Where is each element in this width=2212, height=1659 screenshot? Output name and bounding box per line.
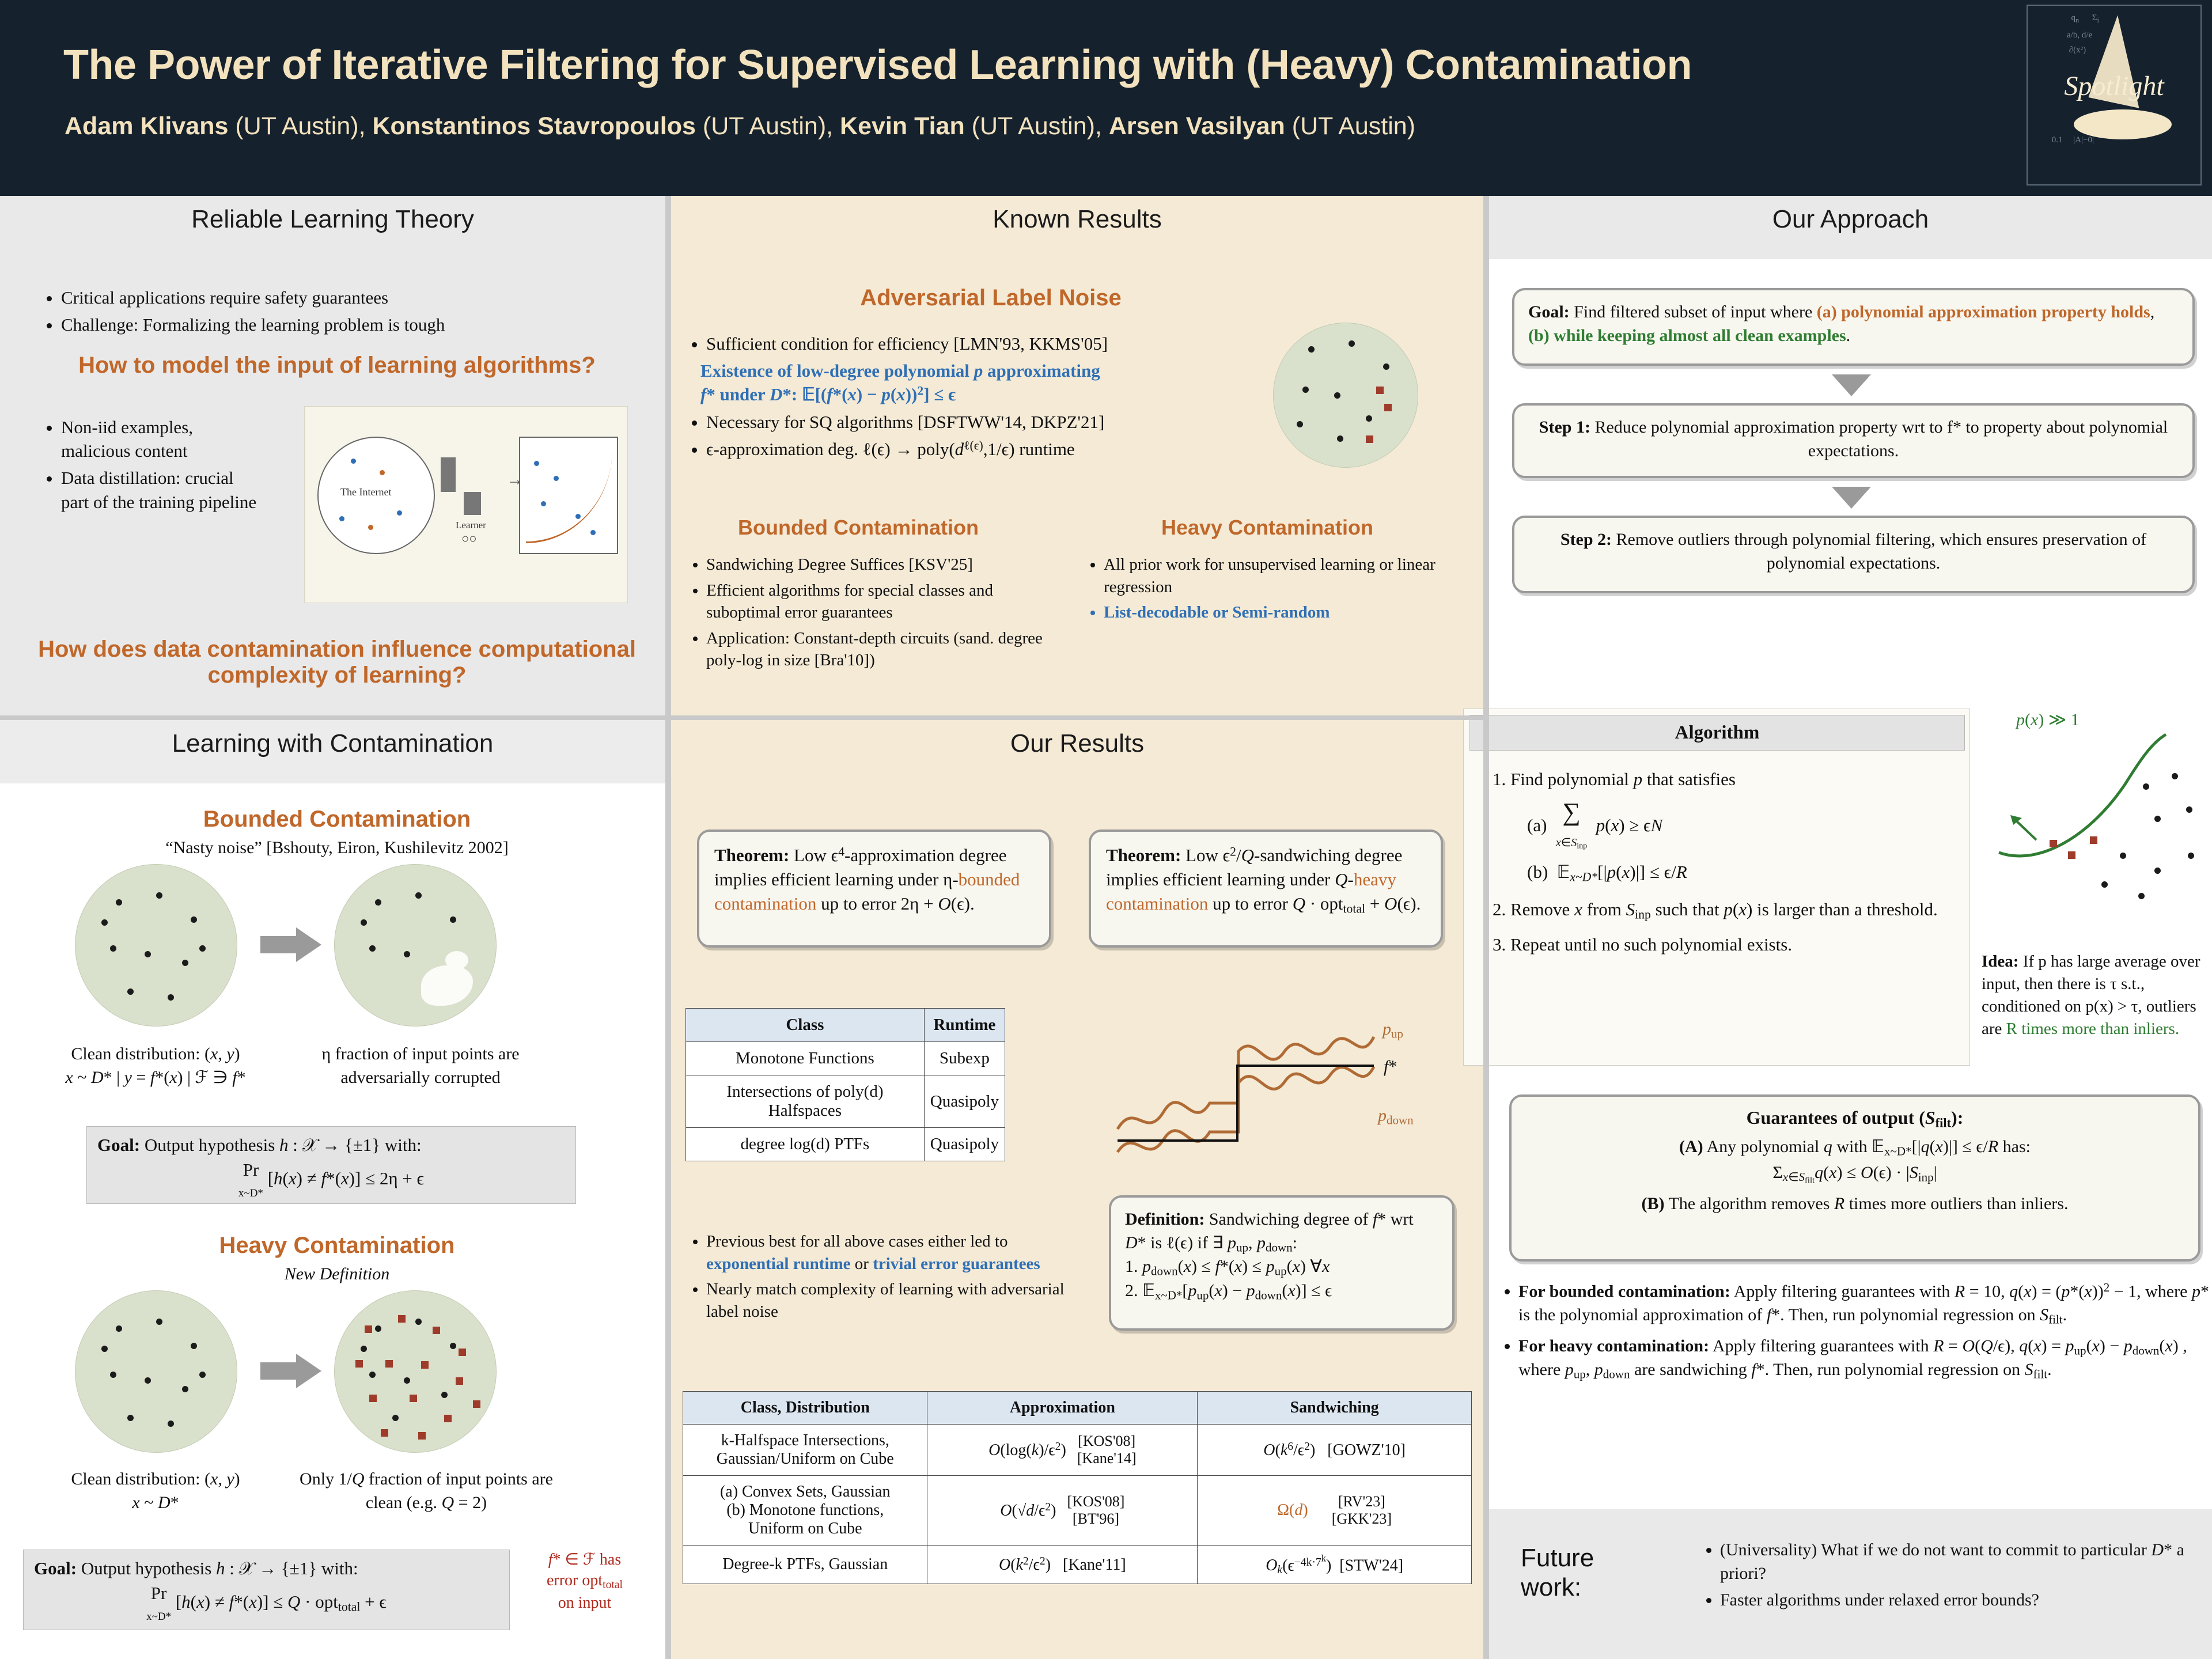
question-contamination-text: How does data contamination influence computational complexity of learning?: [38, 637, 636, 688]
clean-distribution-blob-bounded: [75, 864, 237, 1027]
author-name-0: Adam Klivans: [65, 112, 229, 140]
learner-label: Learner: [456, 520, 486, 531]
results-comparison-table: [683, 1391, 1472, 1584]
table-row: [683, 1546, 1472, 1584]
step2-text: Remove outliers through polynomial filtering, which ensures preservation of polynomial expectations.: [1616, 530, 2147, 573]
table-header-cell: Class: [686, 1009, 925, 1042]
subtitle-bounded-contamination-known: Bounded Contamination: [738, 516, 979, 539]
table-header-row: [686, 1009, 1005, 1042]
sandwiching-plot: [1112, 997, 1434, 1187]
table-header-cell: Sandwiching: [1198, 1392, 1472, 1425]
guarantees-title: Guarantees of output $(S_{filt})$:: [1746, 1107, 1964, 1130]
table-row: [686, 1075, 1005, 1128]
arrow-icon: [296, 1354, 321, 1388]
known-results-adv-bullets: [680, 328, 1308, 464]
list-item: • Faster algorithms under relaxed error bounds?: [1720, 1589, 2200, 1612]
list-item: • Application: Constant-depth circuits (sand. degree poly-log in size [Bra'10]): [706, 627, 1071, 672]
subtitle-adversarial-label-noise: Adversarial Label Noise: [860, 285, 1122, 310]
results-bullets: [680, 1227, 1071, 1326]
algorithm-step-2: 2. Remove x from $S_{inp}$ such that p(x) is larger than a threshold.: [1493, 899, 1938, 922]
goal-box-approach: Goal: Find filtered subset of input where (a) polynomial approximation property holds, (b) while keeping almost all clean examples.: [1512, 288, 2195, 366]
arrow-icon: [296, 927, 321, 962]
page-title: The Power of Iterative Filtering for Supervised Learning with (Heavy) Contamination: [63, 42, 1692, 88]
goal-box-heavy: Goal: Output hypothesis h : 𝒳 → {±1} with: Pr x~D* [h(x) ≠ f*(x)] ≤ Q · opt$_{total}$ + ϵ: [23, 1550, 510, 1630]
goal-label: Goal:: [1528, 302, 1570, 321]
clean-distribution-blob-heavy: [75, 1290, 237, 1453]
list-item: • Nearly match complexity of learning with adversarial label noise: [706, 1278, 1071, 1323]
plot-label-pup: $p_{up}$: [1382, 1020, 1403, 1041]
goal-text-b: (b) while keeping almost all clean examples: [1528, 325, 1846, 345]
table-row: [683, 1425, 1472, 1476]
step1-label: Step 1:: [1539, 418, 1590, 437]
definition-box: Definition: Sandwiching degree of f* wrt D* is ℓ(ϵ) if ∃ $p_{up}$, $p_{down}$: 1. $p_{down}(x) \le f*(x) \le p_{up}(x)$ ∀x 2. $𝔼_{x\sim D*}[p_{up}(x) - p_{down}(x)] \le \epsilon$: [1109, 1195, 1455, 1331]
subtitle-heavy-contamination-known: Heavy Contamination: [1161, 516, 1374, 539]
algorithm-steps: [1493, 767, 1953, 958]
guarantee-a-math: $\Sigma_{x\in S_{filt}}q(x) \le O(\epsilon) \cdot |S_{inp}|$: [1772, 1162, 1937, 1185]
list-item: • Challenge: Formalizing the learning problem is tough: [61, 313, 645, 336]
output-plot: [519, 437, 618, 554]
heavy-new-definition-label: New Definition: [284, 1264, 390, 1283]
panel-title-reliable: Reliable Learning Theory: [191, 205, 474, 233]
guarantee-a: (A) Any polynomial q with 𝔼$_{x\sim D*}$[|q(x)|] ≤ ϵ/R has:: [1679, 1137, 2031, 1158]
question-contamination-complexity: [32, 637, 642, 688]
algorithm-step-1b: (b) 𝔼$_{x\sim D*}$[|p(x)|] ≤ ϵ/R: [1527, 861, 1687, 884]
author-aff-0: (UT Austin): [235, 112, 359, 140]
goal-label-bounded: Goal:: [97, 1135, 141, 1155]
question-model-input: How to model the input of learning algorithms?: [78, 353, 596, 378]
subtitle-bounded-contamination: Bounded Contamination: [203, 806, 471, 832]
goal-box-bounded: Goal: Output hypothesis h : 𝒳 → {±1} with: Pr x~D* [h(x) ≠ f*(x)] ≤ 2η + ϵ: [86, 1126, 576, 1204]
heavy-note: f* ∈ ℱ has error opt$_{total}$ on input: [546, 1551, 623, 1612]
idea-text: If p has large average over input, then there is τ s.t., conditioned on p(x) > τ, outliers are: [1982, 952, 2200, 1039]
spotlight-badge: [2027, 5, 2202, 185]
learner-glasses-icon: ○○: [461, 531, 477, 546]
author-name-2: Kevin Tian: [840, 112, 965, 140]
list-item: • Sufficient condition for efficiency [LMN'93, KKMS'05]: [706, 332, 1308, 355]
algorithm-box: [1463, 709, 1970, 1066]
table-cell: Quasipoly: [924, 1075, 1005, 1128]
table-row: [686, 1128, 1005, 1161]
future-work-bullets: [1694, 1535, 2200, 1616]
list-item: • Non-iid examples, malicious content: [61, 415, 265, 463]
table-cell: Monotone Functions: [686, 1042, 925, 1075]
spotlight-ellipse-icon: [2074, 109, 2172, 139]
list-item: • All prior work for unsupervised learning or linear regression: [1104, 554, 1469, 598]
panel-title-learning-contamination: Learning with Contamination: [172, 729, 494, 757]
table-header-row: [683, 1392, 1472, 1425]
panel-learning-with-contamination: [0, 720, 665, 783]
idea-plot-curve: [1982, 732, 2212, 922]
caption-corrupted-bounded: η fraction of input points are adversarially corrupted: [321, 1044, 520, 1087]
theorem-heavy-box: Theorem: Low $\epsilon^2/Q$-sandwiching degree implies efficient learning under Q-heavy contamination up to error Q · opt$_{total}$ + O(ϵ).: [1089, 830, 1443, 948]
author-name-3: Arsen Vasilyan: [1108, 112, 1285, 140]
goal-text-a: (a) polynomial approximation property holds: [1816, 302, 2150, 321]
apply-bullets: [1492, 1276, 2212, 1386]
known-heavy-bullets: [1077, 550, 1469, 627]
goal-label-heavy: Goal:: [34, 1558, 77, 1578]
author-aff-1: (UT Austin): [702, 112, 827, 140]
subtitle-heavy-contamination: Heavy Contamination: [219, 1233, 455, 1258]
idea-text-green: R times more than inliers.: [2006, 1020, 2180, 1039]
list-item: • Previous best for all above cases either led to exponential runtime or trivial error guarantees: [706, 1230, 1071, 1275]
author-name-1: Konstantinos Stavropoulos: [372, 112, 696, 140]
spotlight-math-decor: $q_n$ $\Sigma_i$ a/b, d/e ∂(x²) 0.1 |A|−0|: [2032, 13, 2099, 145]
table-cell: Quasipoly: [924, 1128, 1005, 1161]
known-results-scatter: [1273, 323, 1418, 468]
guarantee-b: (B) The algorithm removes R times more outliers than inliers.: [1641, 1194, 2069, 1213]
table-cell: Subexp: [924, 1042, 1005, 1075]
table-cell: Degree-k PTFs, Gaussian: [683, 1546, 927, 1584]
arrow-down-icon: [1832, 374, 1871, 396]
definition-label: Definition:: [1125, 1210, 1205, 1229]
table-cell: $O(k^2/\epsilon^2)$ [Kane'11]: [927, 1546, 1198, 1584]
step2-label: Step 2:: [1560, 530, 1612, 549]
plot-label-pdown: $p_{down}$: [1378, 1106, 1414, 1127]
plot-label-fstar: f*: [1384, 1057, 1397, 1076]
idea-plot-label: p(x) ≫ 1: [2016, 710, 2080, 729]
idea-label: Idea:: [1982, 952, 2019, 971]
goal-text: Find filtered subset of input where: [1574, 302, 1813, 321]
future-work-label: Future work:: [1521, 1544, 1594, 1601]
algorithm-step-1: 1. Find polynomial p that satisfies: [1493, 769, 1736, 789]
table-header-cell: Approximation: [927, 1392, 1198, 1425]
table-row: [686, 1042, 1005, 1075]
spotlight-label: Spotlight: [2064, 71, 2164, 101]
caption-clean-fraction-heavy: Only 1/Q fraction of input points are clean (e.g. Q = 2): [300, 1469, 553, 1512]
table-cell: $O_k(\epsilon^{-4k\cdot 7^k})$ [STW'24]: [1198, 1546, 1472, 1584]
list-item: • ϵ-approximation deg. ℓ(ϵ) → $poly(d^{\ell(\epsilon)},1/\epsilon)$ runtime: [706, 437, 1308, 461]
panel-title-our-approach: Our Approach: [1772, 205, 1929, 233]
results-runtime-table: [685, 1008, 1005, 1161]
table-cell: Intersections of poly(d) Halfspaces: [686, 1075, 925, 1128]
step1-box: [1512, 403, 2195, 478]
table-cell: Ω(d) [RV'23] [GKK'23]: [1198, 1476, 1472, 1546]
internet-label: The Internet: [340, 486, 392, 498]
bounded-citation: “Nasty noise” [Bshouty, Eiron, Kushilevitz 2002]: [165, 838, 509, 857]
table-cell: $O(√d/\epsilon^2)$ [KOS'08] [BT'96]: [927, 1476, 1198, 1546]
author-list: Adam Klivans (UT Austin), Konstantinos Stavropoulos (UT Austin), Kevin Tian (UT Austin), Arsen Vasilyan (UT Austin): [65, 112, 1416, 140]
corrupted-distribution-blob-bounded: [334, 864, 497, 1027]
list-item: • For heavy contamination: Apply filtering guarantees with R = O(Q/ϵ), $q(x) = p_{up}(x) - p_{down}(x)$ , where $p_{up}$, $p_{down}$ are sandwiching f*. Then, run polynomial regression on $S_{filt}$.: [1518, 1335, 2212, 1382]
panel-our-approach: [1489, 196, 2212, 259]
list-item-formula: Existence of low-degree polynomial p approximating f* under D*: 𝔼[(f*(x) − p(x))$^2$] ≤ ϵ: [700, 361, 1100, 405]
algorithm-step-1a: (a) ∑ $x\in S_{inp}$ p(x) ≥ ϵN: [1527, 797, 1663, 851]
pipeline-figure: The Internet Learner ○○ →: [304, 406, 628, 603]
idea-text-block: [1982, 950, 2206, 1041]
contaminated-distribution-blob-heavy: [334, 1290, 497, 1453]
step1-text: Reduce polynomial approximation property wrt to f* to property about polynomial expectations.: [1594, 418, 2168, 460]
list-item: • Sandwiching Degree Suffices [KSV'25]: [706, 554, 1071, 576]
algorithm-step-3: 3. Repeat until no such polynomial exists.: [1493, 934, 1793, 955]
caption-clean-distribution-bounded: Clean distribution: (x, y) x ~ D* | y = f*(x) | ℱ ∋ f*: [65, 1044, 246, 1087]
col1-top-bullets: [35, 282, 645, 340]
table-header-cell: Runtime: [924, 1009, 1005, 1042]
theorem-bounded-box: Theorem: Low $\epsilon^4$-approximation degree implies efficient learning under η-bounded contamination up to error 2η + O(ϵ).: [697, 830, 1051, 948]
table-cell: (a) Convex Sets, Gaussian (b) Monotone functions, Uniform on Cube: [683, 1476, 927, 1546]
list-item: • For bounded contamination: Apply filtering guarantees with R = 10, $q(x) = (p*(x))^2 - 1$, where p* is the polynomial approximation of f*. Then, run polynomial regression on $S_{filt}$.: [1518, 1279, 2212, 1328]
author-aff-2: (UT Austin): [971, 112, 1095, 140]
panel-title-known-results: Known Results: [993, 205, 1162, 233]
list-item: • Necessary for SQ algorithms [DSFTWW'14, DKPZ'21]: [706, 410, 1308, 434]
list-item: • Efficient algorithms for special classes and suboptimal error guarantees: [706, 579, 1071, 624]
panel-title-our-results: Our Results: [1010, 729, 1145, 757]
list-item: • List-decodable or Semi-random: [1104, 601, 1469, 624]
list-item: • Critical applications require safety guarantees: [61, 286, 645, 309]
table-row: [683, 1476, 1472, 1546]
table-cell: degree log(d) PTFs: [686, 1128, 925, 1161]
idea-plot: [1982, 709, 2212, 910]
list-item: • (Universality) What if we do not want to commit to particular D* a priori?: [1720, 1539, 2200, 1585]
table-header-cell: Class, Distribution: [683, 1392, 927, 1425]
arrow-down-icon: [1832, 487, 1871, 509]
list-item: • Data distillation: crucial part of the training pipeline: [61, 466, 265, 513]
algorithm-title: Algorithm: [1675, 722, 1760, 743]
known-bounded-bullets: [680, 550, 1071, 675]
table-cell: $O(k^6/\epsilon^2)$ [GOWZ'10]: [1198, 1425, 1472, 1476]
table-cell: k-Halfspace Intersections, Gaussian/Uniform on Cube: [683, 1425, 927, 1476]
step2-box: [1512, 516, 2195, 593]
poster-header: [0, 0, 2212, 196]
caption-clean-distribution-heavy: Clean distribution: (x, y) x ~ D*: [71, 1469, 240, 1512]
col1-mid-bullets: [35, 412, 265, 517]
table-cell: $O(\log(k)/\epsilon^2)$ [KOS'08] [Kane'14]: [927, 1425, 1198, 1476]
author-aff-3: (UT Austin): [1291, 112, 1416, 140]
guarantees-box: [1509, 1094, 2200, 1262]
